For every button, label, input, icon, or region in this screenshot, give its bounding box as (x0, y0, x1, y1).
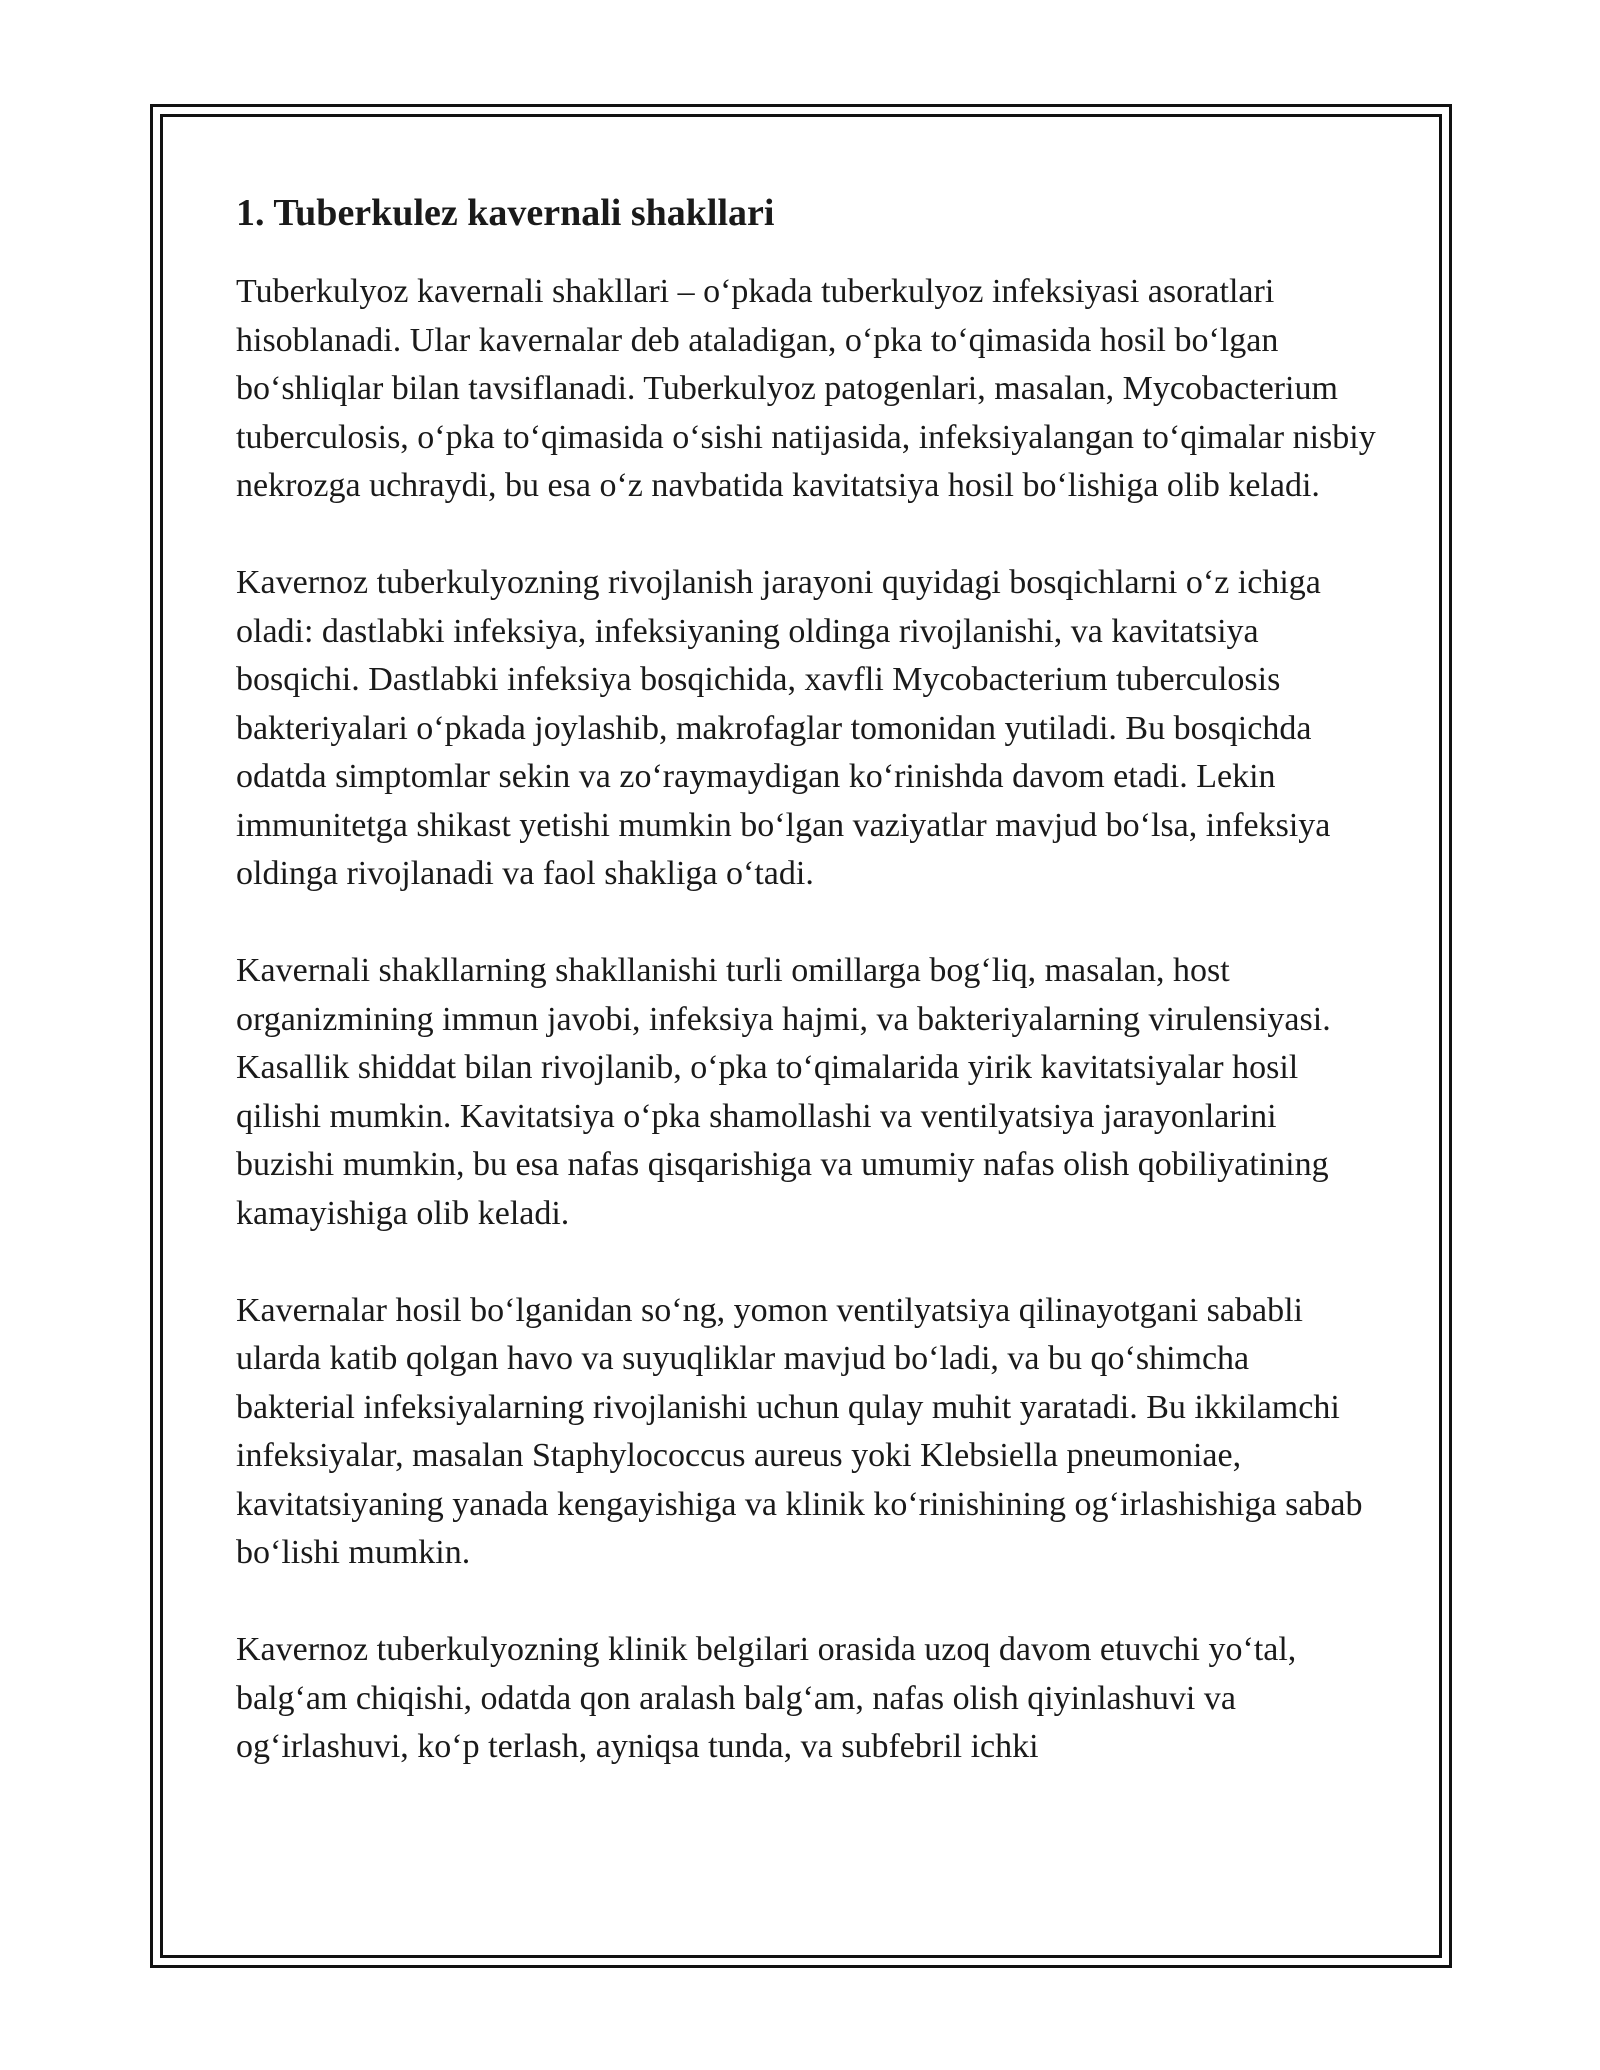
paragraph: Kavernali shakllarning shakllanishi turli omillarga bog‘liq, masalan, host organizmining immun javobi, infeksiya hajmi, va bakteriyalarning virulensiyasi. Kasallik shiddat bilan rivojlanib, o‘pka to‘qimalarida yirik kavitatsiyalar hosil qilishi mumkin. Kavitatsiya o‘pka shamollashi va ventilyatsiya jarayonlarini buzishi mumkin, bu esa nafas qisqarishiga va umumiy nafas olish qobiliyatining kamayishiga olib keladi. (236, 952, 1331, 1232)
paragraph: Kavernoz tuberkulyozning rivojlanish jarayoni quyidagi bosqichlarni o‘z ichiga oladi: dastlabki infeksiya, infeksiyaning oldinga rivojlanishi, va kavitatsiya bosqichi. Dastlabki infeksiya bosqichida, xavfli Mycobacterium tuberculosis bakteriyalari o‘pkada joylashib, makrofaglar tomonidan yutiladi. Bu bosqichda odatda simptomlar sekin va zo‘raymaydigan ko‘rinishda davom etadi. Lekin immunitetga shikast yetishi mumkin bo‘lgan vaziyatlar mavjud bo‘lsa, infeksiya oldinga rivojlanadi va faol shakliga o‘tadi. (236, 564, 1331, 892)
paragraph: Kavernoz tuberkulyozning klinik belgilari orasida uzoq davom etuvchi yo‘tal, balg‘am chiqishi, odatda qon aralash balg‘am, nafas olish qiyinlashuvi va og‘irlashuvi, ko‘p terlash, ayniqsa tunda, va subfebril ichki (236, 1631, 1297, 1765)
paragraph: Tuberkulyoz kavernali shakllari – o‘pkada tuberkulyoz infeksiyasi asoratlari hisoblanadi. Ular kavernalar deb ataladigan, o‘pka to‘qimasida hosil bo‘lgan bo‘shliqlar bilan tavsiflanadi. Tuberkulyoz patogenlari, masalan, Mycobacterium tuberculosis, o‘pka to‘qimasida o‘sishi natijasida, infeksiyalangan to‘qimalar nisbiy nekrozga uchraydi, bu esa o‘z navbatida kavitatsiya hosil bo‘lishiga olib keladi. (236, 273, 1376, 504)
section-title: 1. Tuberkulez kavernali shakllari (236, 192, 775, 234)
document-body (236, 188, 1376, 1820)
paragraph: Kavernalar hosil bo‘lganidan so‘ng, yomon ventilyatsiya qilinayotgani sababli ularda katib qolgan havo va suyuqliklar mavjud bo‘ladi, va bu qo‘shimcha bakterial infeksiyalarning rivojlanishi uchun qulay muhit yaratadi. Bu ikkilamchi infeksiyalar, masalan Staphylococcus aureus yoki Klebsiella pneumoniae, kavitatsiyaning yanada kengayishiga va klinik ko‘rinishining og‘irlashishiga sabab bo‘lishi mumkin. (236, 1291, 1363, 1571)
